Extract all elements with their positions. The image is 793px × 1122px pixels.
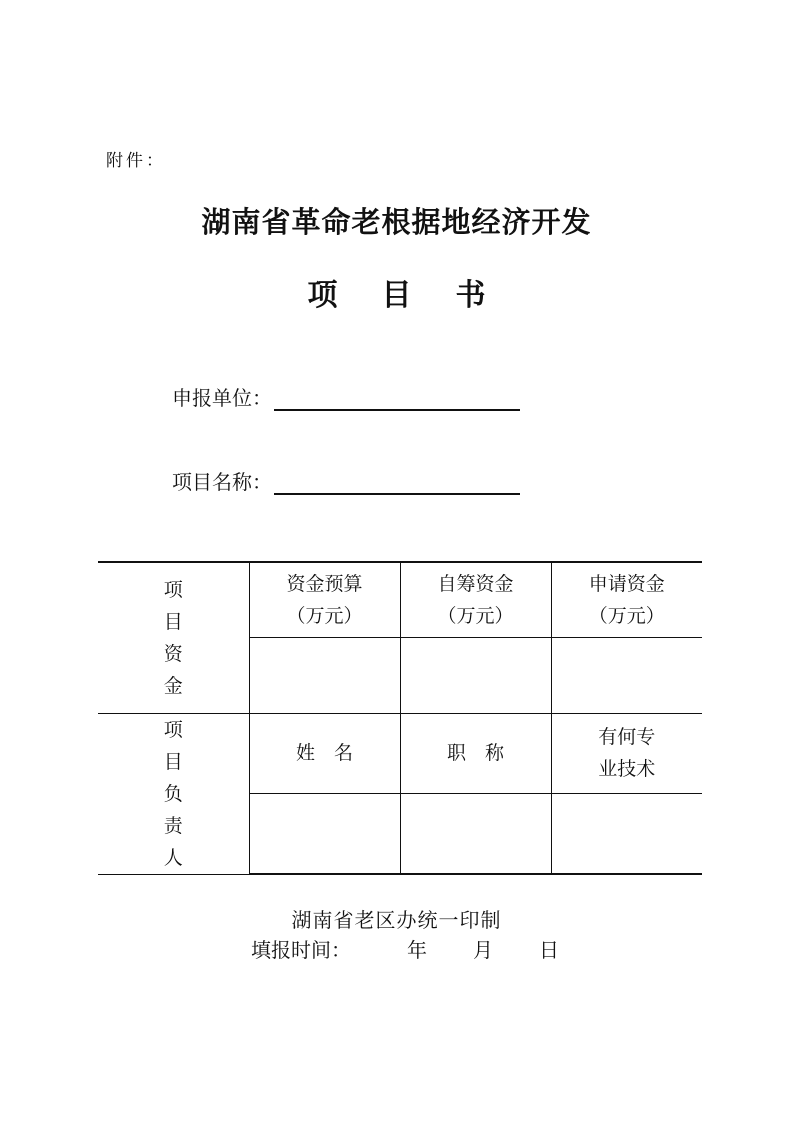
leader-side-label: 项目负责人 (163, 718, 183, 869)
table-row (98, 713, 702, 794)
name-header: 姓 名 (295, 742, 353, 765)
requested-header-line2: （万元） (588, 604, 665, 627)
title-header: 职 称 (446, 742, 504, 765)
document-subtitle: 项目书 (307, 278, 530, 313)
budget-header-cell (249, 562, 400, 637)
requested-header-line1: 申请资金 (588, 572, 665, 595)
requested-header-cell (551, 562, 702, 637)
funds-side-label: 项目资金 (163, 578, 183, 697)
leader-side-label-cell (98, 713, 249, 874)
month-label: 月 (473, 938, 493, 962)
specialty-header-line2: 业技术 (598, 758, 656, 781)
requested-value-cell[interactable] (551, 637, 702, 713)
title-value-cell[interactable] (400, 794, 551, 875)
budget-header-line2: （万元） (286, 604, 363, 627)
self-funded-header-line2: （万元） (437, 604, 514, 627)
funds-side-label-cell (98, 562, 249, 713)
document-title: 湖南省革命老根据地经济开发 (201, 205, 592, 239)
budget-value-cell[interactable] (249, 637, 400, 713)
fill-date-label: 填报时间： (251, 938, 351, 962)
fill-date-row (251, 934, 559, 963)
title-header-cell (400, 713, 551, 794)
specialty-header-cell (551, 713, 702, 794)
self-funded-value-cell[interactable] (400, 637, 551, 713)
applicant-unit-row (172, 382, 520, 411)
budget-header-line1: 资金预算 (286, 572, 363, 595)
printed-by-note: 湖南省老区办统一印制 (291, 908, 502, 932)
specialty-value-cell[interactable] (551, 794, 702, 875)
day-label: 日 (539, 938, 559, 962)
year-label: 年 (407, 938, 427, 962)
project-name-field[interactable] (274, 471, 520, 495)
attachment-label: 附件： (106, 151, 166, 171)
self-funded-header-line1: 自筹资金 (437, 572, 514, 595)
table-row (98, 562, 702, 637)
project-name-row (172, 466, 520, 495)
applicant-unit-field[interactable] (274, 387, 520, 411)
applicant-unit-label: 申报单位： (172, 386, 272, 410)
project-info-table (98, 561, 702, 875)
name-value-cell[interactable] (249, 794, 400, 875)
self-funded-header-cell (400, 562, 551, 637)
specialty-header-line1: 有何专 (598, 726, 656, 749)
name-header-cell (249, 713, 400, 794)
project-name-label: 项目名称： (172, 470, 272, 494)
